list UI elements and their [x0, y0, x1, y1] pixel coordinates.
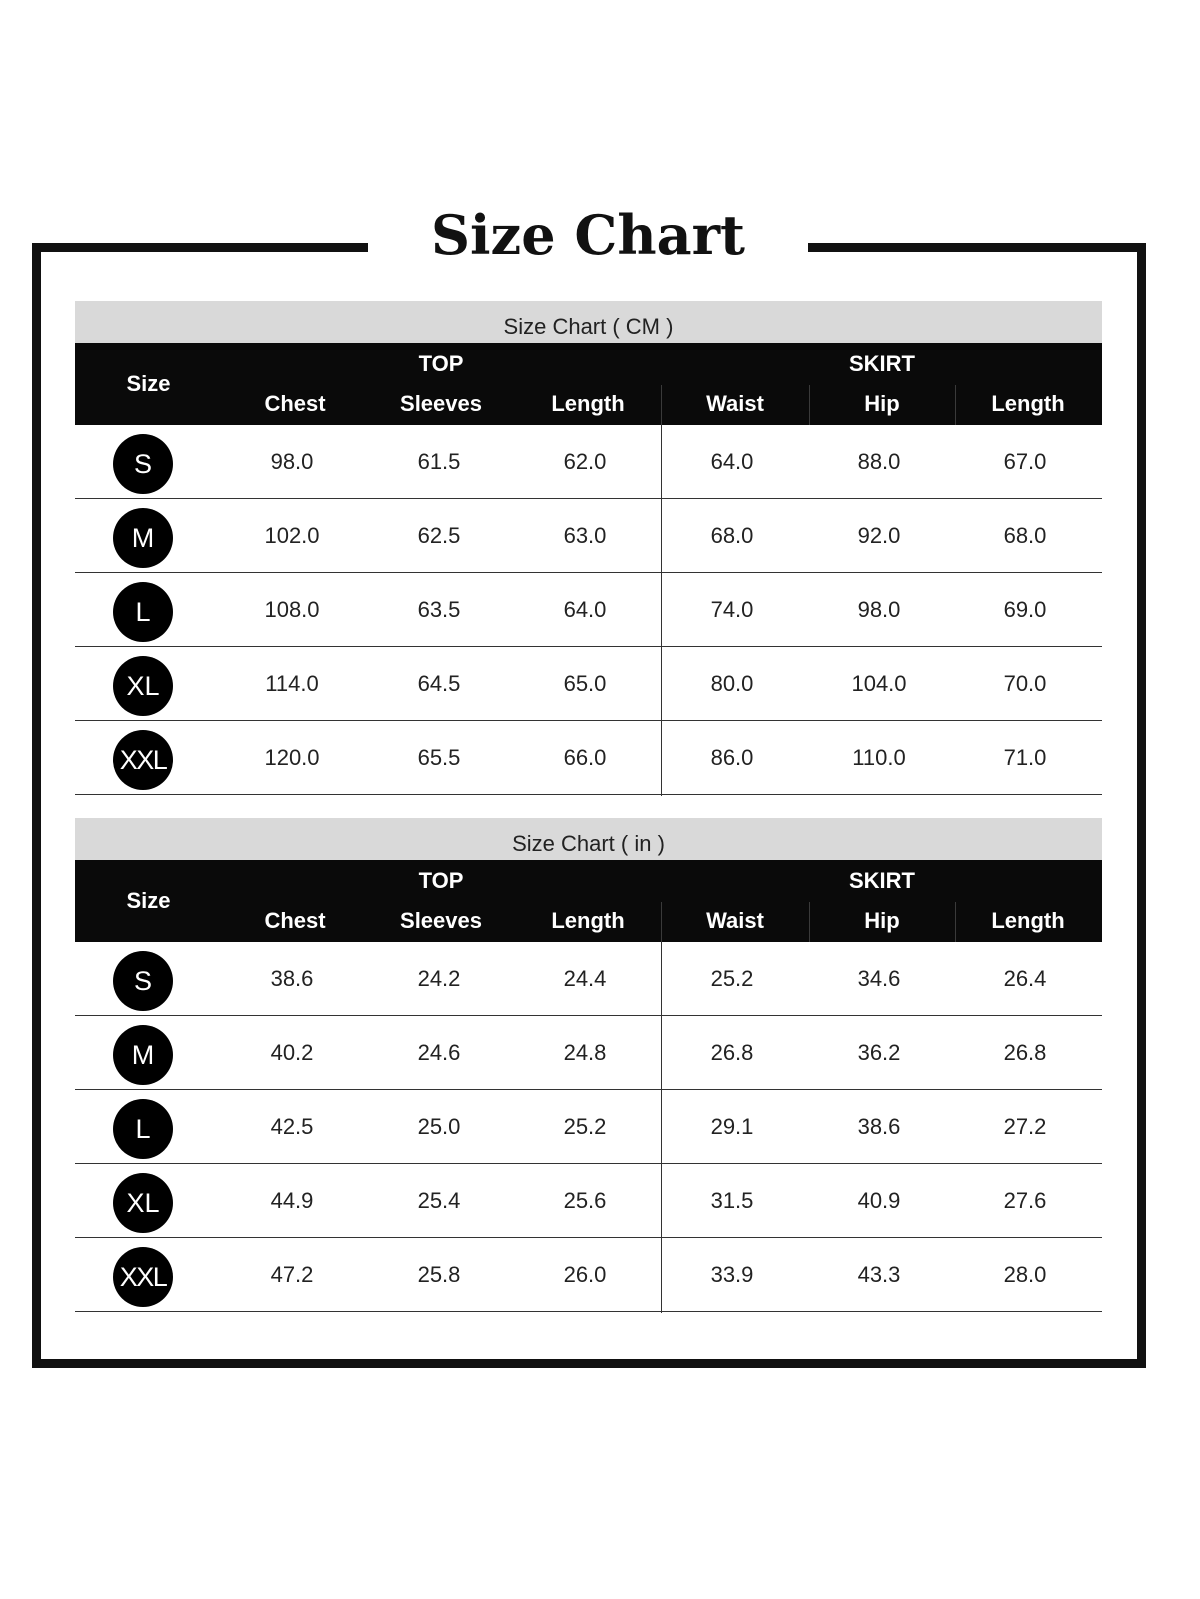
table-row	[75, 647, 1102, 721]
table-cell: 24.8	[563, 1040, 607, 1065]
table-cell: 71.0	[1003, 745, 1047, 770]
table-cell: 64.5	[417, 671, 461, 696]
size-table	[75, 301, 1102, 795]
table-cell: 26.4	[1003, 966, 1047, 991]
header-separator	[809, 902, 810, 942]
table-cell: 64.0	[710, 449, 754, 474]
table-cell: 104.0	[851, 671, 907, 696]
header-separator	[661, 902, 662, 942]
group-header-skirt: SKIRT	[849, 868, 915, 893]
table-row	[75, 942, 1102, 1016]
table-cell: 98.0	[270, 449, 314, 474]
table-cell: 40.9	[857, 1188, 901, 1213]
table-cell: 24.4	[563, 966, 607, 991]
table-row	[75, 1164, 1102, 1238]
size-badge: M	[113, 508, 173, 568]
table-cell: 26.0	[563, 1262, 607, 1287]
table-cell: 28.0	[1003, 1262, 1047, 1287]
table-cell: 38.6	[857, 1114, 901, 1139]
table-row	[75, 1016, 1102, 1090]
table-cell: 65.0	[563, 671, 607, 696]
table-cell: 67.0	[1003, 449, 1047, 474]
column-header: Hip	[864, 908, 900, 933]
column-header: Hip	[864, 391, 900, 416]
group-header-top: TOP	[418, 868, 464, 893]
table-cell: 25.8	[417, 1262, 461, 1287]
column-header: Length	[991, 391, 1065, 416]
table-cell: 40.2	[270, 1040, 314, 1065]
table-header	[75, 860, 1102, 942]
column-header: Length	[551, 908, 625, 933]
table-cell: 65.5	[417, 745, 461, 770]
table-cell: 29.1	[710, 1114, 754, 1139]
table-cell: 31.5	[710, 1188, 754, 1213]
size-table	[75, 818, 1102, 1312]
table-row	[75, 425, 1102, 499]
size-column-header: Size	[126, 371, 171, 396]
table-cell: 33.9	[710, 1262, 754, 1287]
table-cell: 44.9	[270, 1188, 314, 1213]
table-cell: 63.5	[417, 597, 461, 622]
header-separator	[955, 385, 956, 425]
column-header: Length	[991, 908, 1065, 933]
table-header	[75, 343, 1102, 425]
table-cell: 108.0	[264, 597, 320, 622]
table-cell: 66.0	[563, 745, 607, 770]
size-badge: M	[113, 1025, 173, 1085]
table-cell: 61.5	[417, 449, 461, 474]
size-badge: XL	[113, 656, 173, 716]
table-row	[75, 1238, 1102, 1312]
table-cell: 88.0	[857, 449, 901, 474]
table-cell: 92.0	[857, 523, 901, 548]
table-cell: 34.6	[857, 966, 901, 991]
size-badge: XXL	[113, 1247, 173, 1307]
header-separator	[809, 385, 810, 425]
table-row	[75, 499, 1102, 573]
table-cell: 69.0	[1003, 597, 1047, 622]
table-row	[75, 573, 1102, 647]
column-header: Sleeves	[400, 391, 482, 416]
table-cell: 110.0	[852, 745, 906, 770]
size-badge: S	[113, 434, 173, 494]
table-cell: 70.0	[1003, 671, 1047, 696]
size-badge: XL	[113, 1173, 173, 1233]
table-cell: 114.0	[265, 671, 319, 696]
size-badge: L	[113, 582, 173, 642]
column-header: Chest	[264, 391, 326, 416]
table-cell: 25.2	[563, 1114, 607, 1139]
size-badge: S	[113, 951, 173, 1011]
table-cell: 25.6	[563, 1188, 607, 1213]
table-cell: 47.2	[270, 1262, 314, 1287]
table-row	[75, 721, 1102, 795]
column-header: Waist	[706, 908, 764, 933]
table-cell: 27.2	[1003, 1114, 1047, 1139]
table-cell: 25.0	[417, 1114, 461, 1139]
page-title: Size Chart	[431, 203, 745, 267]
header-separator	[661, 385, 662, 425]
size-column-header: Size	[126, 888, 171, 913]
table-row	[75, 1090, 1102, 1164]
column-header: Waist	[706, 391, 764, 416]
table-cell: 120.0	[264, 745, 320, 770]
table-cell: 26.8	[1003, 1040, 1047, 1065]
table-cell: 68.0	[1003, 523, 1047, 548]
size-badge: L	[113, 1099, 173, 1159]
table-cell: 38.6	[270, 966, 314, 991]
table-cell: 74.0	[710, 597, 754, 622]
column-header: Chest	[264, 908, 326, 933]
table-cell: 27.6	[1003, 1188, 1047, 1213]
table-cell: 25.2	[710, 966, 754, 991]
table-cell: 68.0	[710, 523, 754, 548]
header-separator	[955, 902, 956, 942]
table-cell: 98.0	[857, 597, 901, 622]
group-header-skirt: SKIRT	[849, 351, 915, 376]
table-cell: 64.0	[563, 597, 607, 622]
table-cell: 36.2	[857, 1040, 901, 1065]
table-cell: 42.5	[270, 1114, 314, 1139]
table-cell: 80.0	[710, 671, 754, 696]
table-cell: 43.3	[857, 1262, 901, 1287]
table-cell: 102.0	[264, 523, 320, 548]
table-cell: 24.6	[417, 1040, 461, 1065]
group-header-top: TOP	[418, 351, 464, 376]
table-cell: 86.0	[710, 745, 754, 770]
table-caption: Size Chart ( CM )	[75, 301, 1102, 343]
table-cell: 25.4	[417, 1188, 461, 1213]
table-cell: 63.0	[563, 523, 607, 548]
column-header: Sleeves	[400, 908, 482, 933]
table-cell: 26.8	[710, 1040, 754, 1065]
table-cell: 62.0	[563, 449, 607, 474]
table-cell: 62.5	[417, 523, 461, 548]
column-header: Length	[551, 391, 625, 416]
size-badge: XXL	[113, 730, 173, 790]
table-cell: 24.2	[417, 966, 461, 991]
table-caption: Size Chart ( in )	[75, 818, 1102, 860]
